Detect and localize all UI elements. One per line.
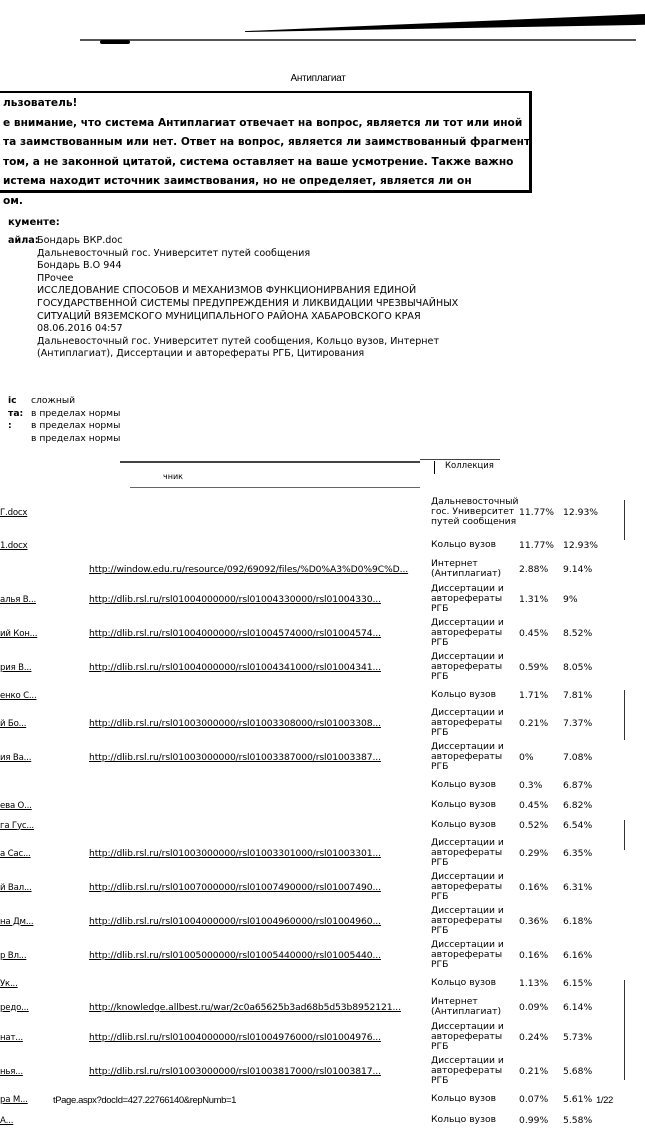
table-row (0, 870, 636, 904)
collection-cell: Диссертации и авторефераты РГБ (431, 870, 504, 903)
document-type: ПРочее (37, 272, 74, 284)
source-name-link[interactable]: Ук... (0, 978, 18, 989)
collection-cell: Диссертации и авторефераты РГБ (431, 706, 504, 739)
percent-cell: 6.15% (563, 977, 593, 989)
assessment-value: в пределах нормы (31, 420, 121, 432)
assessment-key: та: (8, 407, 24, 419)
percent-cell: 6.82% (563, 799, 593, 811)
source-name-link[interactable]: алья В... (0, 594, 37, 605)
file-name-value: Бондарь ВКР.doc (37, 235, 123, 246)
scan-artifact-line (624, 980, 625, 1080)
collections-checked: (Антиплагиат), Диссертации и авторефераты РГБ, Цитирования (37, 348, 365, 360)
assessment-value: сложный (31, 395, 76, 406)
share-cell: 1.13% (519, 977, 549, 989)
table-row (0, 740, 636, 774)
table-row (0, 938, 636, 972)
percent-cell: 5.73% (563, 1031, 593, 1043)
percent-cell: 7.81% (563, 689, 593, 701)
source-name-link[interactable]: ева О... (0, 800, 32, 811)
author: Бондарь В.О 944 (37, 260, 122, 272)
source-name-link[interactable]: енко С... (0, 690, 37, 701)
collection-cell: Кольцо вузов (431, 538, 496, 550)
collection-cell: Диссертации и авторефераты РГБ (431, 740, 504, 773)
share-cell: 0.21% (519, 717, 549, 729)
share-cell: 2.88% (519, 563, 549, 575)
source-name-link[interactable]: ий Кон... (0, 628, 38, 639)
table-row (0, 684, 636, 706)
sources-table (0, 490, 636, 1130)
share-cell: 0.99% (519, 1114, 549, 1126)
share-cell: 0.16% (519, 881, 549, 893)
notice-line: е внимание, что система Антиплагиат отвечает на вопрос, является ли тот или иной (3, 116, 523, 129)
table-row (0, 534, 636, 556)
assessment-value: в пределах нормы (31, 432, 121, 444)
table-row (0, 1110, 636, 1130)
source-name-link[interactable]: й Вал... (0, 882, 32, 893)
share-cell: 0.52% (519, 819, 549, 831)
source-name-link[interactable]: А... (0, 1115, 14, 1126)
percent-cell: 6.31% (563, 881, 593, 893)
table-row (0, 616, 636, 650)
collection-cell: Диссертации и авторефераты РГБ (431, 904, 504, 937)
document-info (8, 235, 458, 361)
collection-cell: Диссертации и авторефераты РГБ (431, 836, 504, 869)
share-cell: 0.09% (519, 1001, 549, 1013)
page-title: Антиплагиат (290, 73, 346, 84)
document-title-line: СИТУАЦИЙ ВЯЗЕМСКОГО МУНИЦИПАЛЬНОГО РАЙОНА ХАБАРОВСКОГО КРАЯ (37, 310, 421, 322)
collection-cell: Дальневосточный гос. Университет путей сообщения (431, 495, 519, 528)
percent-cell: 5.68% (563, 1065, 593, 1077)
source-url-link[interactable]: http://dlib.rsl.ru/rsl01004000000/rsl01004960000/rsl01004960... (89, 915, 381, 927)
percent-cell: 6.16% (563, 949, 593, 961)
assessment-key: іс (8, 395, 17, 406)
scan-artifact-line (624, 690, 625, 740)
collection-cell: Диссертации и авторефераты РГБ (431, 1054, 504, 1087)
percent-cell: 6.87% (563, 779, 593, 791)
source-url-link[interactable]: http://knowledge.allbest.ru/war/2c0a65625b3ad68b5d53b8952121... (89, 1001, 401, 1013)
source-name-link[interactable]: ра М... (0, 1094, 28, 1105)
share-cell: 0.16% (519, 949, 549, 961)
source-name-link[interactable]: на Дм... (0, 916, 34, 927)
collection-cell: Кольцо вузов (431, 688, 496, 700)
collection-cell: Диссертации и авторефераты РГБ (431, 1020, 504, 1053)
table-row (0, 556, 636, 582)
user-notice-box (0, 91, 532, 207)
table-row (0, 904, 636, 938)
share-cell: 0.45% (519, 627, 549, 639)
document-title-line: ГОСУДАРСТВЕННОЙ СИСТЕМЫ ПРЕДУПРЕЖДЕНИЯ И ЛИКВИДАЦИИ ЧРЕЗВЫЧАЙНЫХ (37, 297, 459, 309)
table-row (0, 972, 636, 994)
footer-url: tPage.aspx?docId=427.22766140&repNumb=1 (53, 1095, 237, 1106)
share-cell: 0.24% (519, 1031, 549, 1043)
share-cell: 0.59% (519, 661, 549, 673)
collection-cell: Кольцо вузов (431, 976, 496, 988)
table-row (0, 836, 636, 870)
source-url-link[interactable]: http://dlib.rsl.ru/rsl01003000000/rsl01003301000/rsl01003301... (89, 847, 381, 859)
share-cell: 0.36% (519, 915, 549, 927)
organization: Дальневосточный гос. Университет путей сообщения (37, 247, 311, 259)
source-url-link[interactable]: http://dlib.rsl.ru/rsl01004000000/rsl01004341000/rsl01004341... (89, 661, 381, 673)
collection-cell: Диссертации и авторефераты РГБ (431, 616, 504, 649)
share-cell: 1.71% (519, 689, 549, 701)
source-name-link[interactable]: й Бо... (0, 718, 27, 729)
percent-cell: 6.14% (563, 1001, 593, 1013)
percent-cell: 5.61% (563, 1093, 593, 1105)
table-row (0, 706, 636, 740)
percent-cell: 7.08% (563, 751, 593, 763)
assessment-key: : (8, 420, 12, 432)
source-url-link[interactable]: http://dlib.rsl.ru/rsl01003000000/rsl01003387000/rsl01003387... (89, 751, 381, 763)
document-title-line: ИССЛЕДОВАНИЕ СПОСОБОВ И МЕХАНИЗМОВ ФУНКЦИОНИРВАНИЯ ЕДИНОЙ (37, 285, 417, 297)
table-top-rule (120, 461, 420, 463)
table-row (0, 582, 636, 616)
collection-cell: Кольцо вузов (431, 1113, 496, 1125)
source-url-link[interactable]: http://dlib.rsl.ru/rsl01005000000/rsl01005440000/rsl01005440... (89, 949, 381, 961)
page-number: 1/22 (596, 1095, 613, 1106)
table-row (0, 994, 636, 1020)
scan-artifact-blob (100, 40, 130, 44)
source-url-link[interactable]: http://dlib.rsl.ru/rsl01003000000/rsl01003308000/rsl01003308... (89, 717, 381, 729)
column-header-collection: Коллекция (434, 461, 494, 474)
collection-cell: Интернет (Антиплагиат) (431, 557, 502, 579)
collection-cell: Кольцо вузов (431, 778, 496, 790)
source-name-link[interactable]: Г.docx (0, 507, 28, 518)
percent-cell: 8.52% (563, 627, 593, 639)
share-cell: 0.45% (519, 799, 549, 811)
collection-cell: Кольцо вузов (431, 1092, 496, 1104)
collection-cell: Кольцо вузов (431, 798, 496, 810)
notice-line: льзователь! (3, 97, 78, 109)
table-row (0, 814, 636, 836)
collection-cell: Диссертации и авторефераты РГБ (431, 582, 504, 615)
collection-cell: Интернет (Антиплагиат) (431, 995, 502, 1017)
source-name-link[interactable]: 1.docx (0, 540, 28, 551)
table-row (0, 796, 636, 814)
assessment-value: в пределах нормы (31, 407, 121, 419)
notice-line: та заимствованным или нет. Ответ на вопрос, является ли заимствованный фрагмент (3, 136, 531, 148)
assessment-key (8, 433, 31, 446)
scan-artifact-line (624, 500, 625, 540)
notice-line: ом. (3, 194, 23, 207)
source-url-link[interactable]: http://dlib.rsl.ru/rsl01004000000/rsl01004330000/rsl01004330... (89, 593, 381, 605)
percent-cell: 9.14% (563, 563, 593, 575)
share-cell: 11.77% (519, 539, 555, 551)
share-cell: 0.07% (519, 1093, 549, 1105)
percent-cell: 6.35% (563, 847, 593, 859)
source-name-link[interactable]: нат... (0, 1032, 23, 1043)
scan-artifact-wedge (245, 14, 645, 32)
check-date: 08.06.2016 04:57 (37, 323, 123, 335)
header-rule (130, 487, 420, 488)
share-cell: 0.21% (519, 1065, 549, 1077)
percent-cell: 6.18% (563, 915, 593, 927)
percent-cell: 12.93% (563, 506, 599, 518)
source-name-link[interactable]: ия Ва... (0, 752, 32, 763)
source-url-link[interactable]: http://dlib.rsl.ru/rsl01004000000/rsl01004976000/rsl01004976... (89, 1031, 381, 1043)
table-top-rule (420, 459, 500, 460)
source-name-link[interactable]: а Сас... (0, 848, 31, 859)
collections-checked: Дальневосточный гос. Университет путей сообщения, Кольцо вузов, Интернет (37, 335, 440, 347)
source-url-link[interactable]: http://dlib.rsl.ru/rsl01007000000/rsl01007490000/rsl01007490... (89, 881, 381, 893)
share-cell: 1.31% (519, 593, 549, 605)
source-name-link[interactable]: нья... (0, 1066, 23, 1077)
assessment-block (8, 395, 120, 445)
notice-line: том, а не законной цитатой, система оставляет на ваше усмотрение. Также важно (3, 155, 514, 168)
percent-cell: 12.93% (563, 539, 599, 551)
source-name-link[interactable]: га Гус... (0, 820, 34, 831)
share-cell: 0.3% (519, 779, 543, 791)
notice-line: истема находит источник заимствования, но не определяет, является ли он (3, 175, 472, 187)
table-row (0, 650, 636, 684)
collection-cell: Кольцо вузов (431, 818, 496, 830)
column-header-source: чник (163, 472, 183, 481)
share-cell: 0.29% (519, 847, 549, 859)
share-cell: 0% (519, 751, 534, 763)
scan-artifact-line (80, 39, 636, 41)
table-row (0, 774, 636, 796)
percent-cell: 9% (563, 593, 578, 605)
source-name-link[interactable]: рия В... (0, 662, 32, 673)
source-url-link[interactable]: http://dlib.rsl.ru/rsl01004000000/rsl01004574000/rsl01004574... (89, 627, 381, 639)
percent-cell: 8.05% (563, 661, 593, 673)
table-row (0, 1020, 636, 1054)
percent-cell: 6.54% (563, 819, 593, 831)
table-row (0, 1054, 636, 1088)
file-name-label: айла: (8, 235, 39, 246)
percent-cell: 5.58% (563, 1114, 593, 1126)
scan-artifact-line (624, 820, 625, 850)
share-cell: 11.77% (519, 506, 555, 518)
percent-cell: 7.37% (563, 717, 593, 729)
document-info-heading: кументе: (8, 217, 60, 228)
source-name-link[interactable]: редо... (0, 1002, 29, 1013)
collection-cell: Диссертации и авторефераты РГБ (431, 650, 504, 683)
collection-cell: Диссертации и авторефераты РГБ (431, 938, 504, 971)
source-url-link[interactable]: http://window.edu.ru/resource/092/69092/files/%D0%A3%D0%9C%D... (89, 563, 409, 575)
source-name-link[interactable]: р Вл... (0, 950, 27, 961)
table-row (0, 490, 636, 534)
source-url-link[interactable]: http://dlib.rsl.ru/rsl01003000000/rsl01003817000/rsl01003817... (89, 1065, 381, 1077)
